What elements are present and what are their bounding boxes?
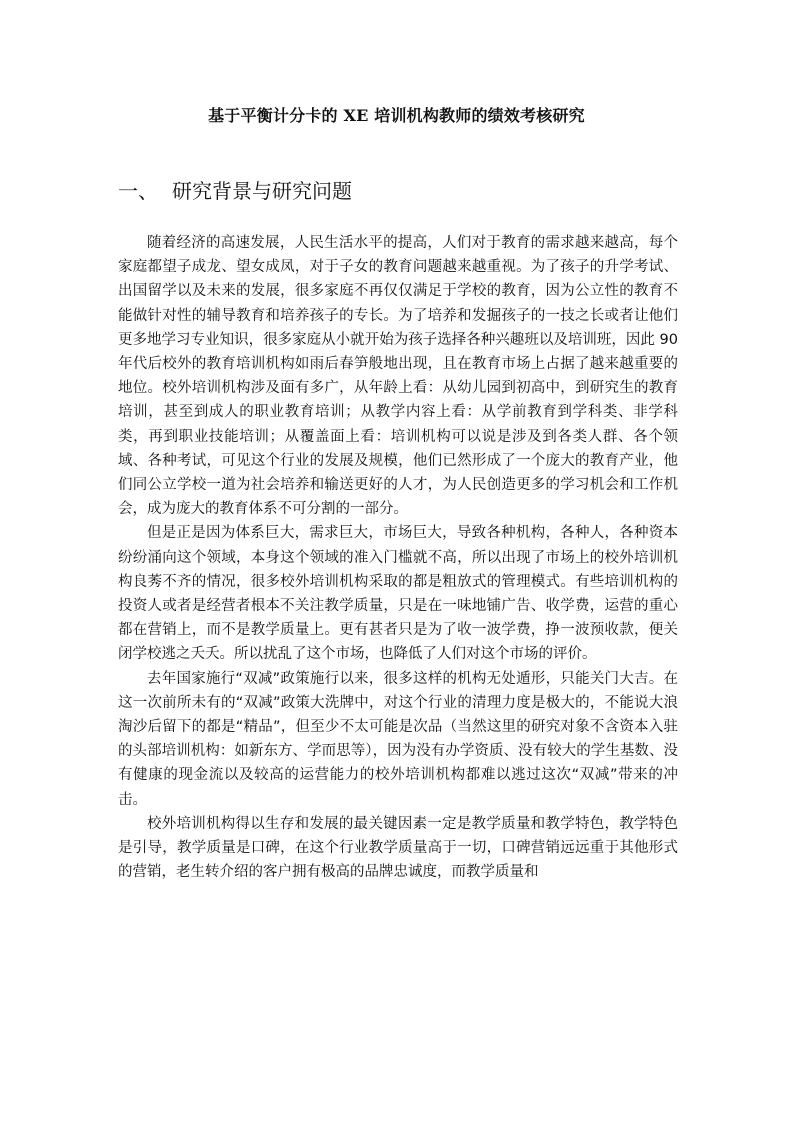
paragraph-4: 校外培训机构得以生存和发展的最关键因素一定是教学质量和教学特色，教学特色是引导，教学质量是口碑，在这个行业教学质量高于一切，口碑营销远远重于其他形式的营销，老生转介绍的客户拥有极高的品牌忠诚度，而教学质量和 [118,815,678,881]
body-text [118,231,678,884]
paragraph-3: 去年国家施行“双减”政策施行以来，很多这样的机构无处遁形，只能关门大吉。在这一次前所未有的“双减”政策大洗牌中，对这个行业的清理力度是极大的，不能说大浪淘沙后留下的都是“精品”，但至少不太可能是次品（当然这里的研究对象不含资本入驻的头部培训机构：如新东方、学而思等），因为没有办学资质、没有较大的学生基数、没有健康的现金流以及较高的运营能力的校外培训机构都难以逃过这次“双减”带来的冲击。 [118,670,678,808]
section-number: 一、 [118,179,158,203]
section-heading-text: 研究背景与研究问题 [172,179,352,203]
paragraph-2: 但是正是因为体系巨大，需求巨大，市场巨大，导致各种机构，各种人，各种资本纷纷涌向这个领域，本身这个领域的准入门槛就不高，所以出现了市场上的校外培训机构良莠不齐的情况，很多校外培训机构采取的都是粗放式的管理模式。有些培训机构的投资人或者是经营者根本不关注教学质量，只是在一味地铺广告、收学费，运营的重心都在营销上，而不是教学质量上。更有甚者只是为了收一波学费，挣一波预收款，便关闭学校逃之夭夭。所以扰乱了这个市场，也降低了人们对这个市场的评价。 [118,525,678,663]
section-heading [118,176,678,206]
document-title: 基于平衡计分卡的 XE 培训机构教师的绩效考核研究 [208,106,585,125]
paragraph-1: 随着经济的高速发展，人民生活水平的提高，人们对于教育的需求越来越高，每个家庭都望子成龙、望女成凤，对于子女的教育问题越来越重视。为了孩子的升学考试、出国留学以及未来的发展，很多家庭不再仅仅满足于学校的教育，因为公立性的教育不能做针对性的辅导教育和培养孩子的专长。为了培养和发掘孩子的一技之长或者让他们更多地学习专业知识，很多家庭从小就开始为孩子选择各种兴趣班以及培训班，因此 90 年代后校外的教育培训机构如雨后春笋般地出现，且在教育市场上占据了越来越重要的地位。校外培训机构涉及面有多广，从年龄上看：从幼儿园到初高中，到研究生的教育培训，甚至到成人的职业教育培训；从教学内容上看：从学前教育到学科类、非学科类，再到职业技能培训；从覆盖面上看：培训机构可以说是涉及到各类人群、各个领域、各种考试，可见这个行业的发展及规模，他们已然形成了一个庞大的教育产业，他们同公立学校一道为社会培养和输送更好的人才，为人民创造更多的学习机会和工作机会，成为庞大的教育体系不可分割的一部分。 [118,235,678,518]
